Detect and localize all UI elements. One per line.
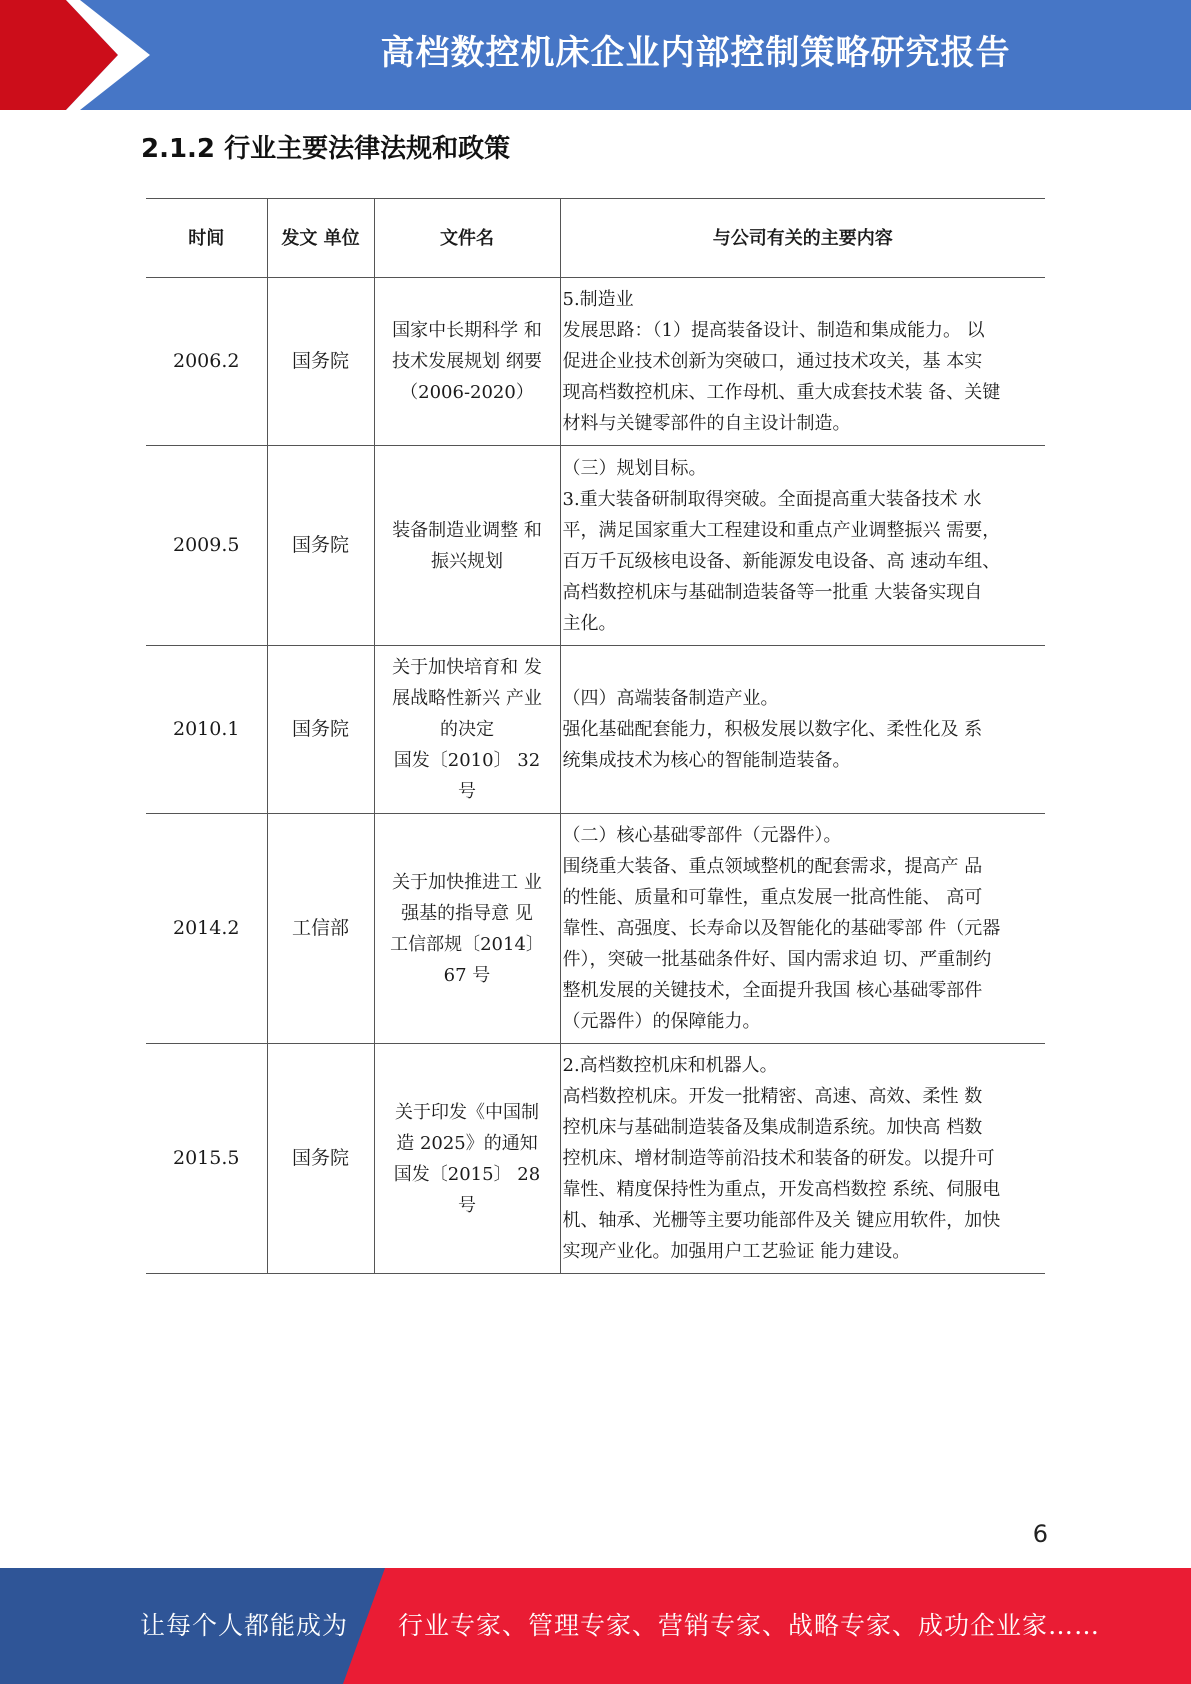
cell-document	[374, 1044, 560, 1274]
content-line: 强化基础配套能力，积极发展以数字化、柔性化及 系	[562, 719, 983, 740]
content-line: 控机床、增材制造等前沿技术和装备的研发。以提升可	[562, 1148, 995, 1169]
col-header-date: 时间	[146, 199, 267, 278]
content-line: 材料与关键零部件的自主设计制造。	[562, 413, 851, 434]
table-body	[146, 278, 1045, 1274]
page-number: 6	[1032, 1520, 1048, 1548]
document-line: 国发〔2010〕 32	[393, 750, 541, 771]
cell-content	[560, 814, 1045, 1044]
cell-issuer: 工信部	[267, 814, 374, 1044]
content-line: 高档数控机床与基础制造装备等一批重 大装备实现自	[562, 581, 983, 603]
document-line: 装备制造业调整 和	[392, 519, 542, 541]
arrow-logo-icon	[0, 0, 160, 110]
cell-issuer: 国务院	[267, 646, 374, 814]
cell-issuer: 国务院	[267, 1044, 374, 1274]
col-header-issuer: 发文 单位	[267, 199, 374, 278]
content-line: 机、轴承、光栅等主要功能部件及关 键应用软件，加快	[562, 1210, 1001, 1231]
content-line: 促进企业技术创新为突破口，通过技术攻关，基 本实	[562, 351, 983, 372]
table-row	[146, 814, 1045, 1044]
cell-date: 2006.2	[146, 278, 267, 446]
content-line: 靠性、精度保持性为重点，开发高档数控 系统、伺服电	[562, 1179, 1001, 1200]
content-line: 整机发展的关键技术，全面提升我国 核心基础零部件	[562, 980, 983, 1001]
content-line: 主化。	[562, 612, 617, 634]
document-line: 工信部规〔2014〕	[390, 933, 544, 955]
cell-content	[560, 446, 1045, 646]
content-line: 统集成技术为核心的智能制造装备。	[562, 750, 851, 771]
content-line: 高档数控机床。开发一批精密、高速、高效、柔性 数	[562, 1086, 983, 1107]
cell-content	[560, 1044, 1045, 1274]
document-line: 强基的指导意 见	[401, 902, 533, 924]
cell-date: 2014.2	[146, 814, 267, 1044]
content-line: 实现产业化。加强用户工艺验证 能力建设。	[562, 1241, 911, 1262]
footer-banner	[0, 1568, 1191, 1684]
cell-date: 2010.1	[146, 646, 267, 814]
document-line: 的决定	[440, 719, 494, 740]
content-line: 件），突破一批基础条件好、国内需求迫 切、严重制约	[562, 949, 992, 970]
content-line: 3.重大装备研制取得突破。全面提高重大装备技术 水	[562, 488, 982, 510]
content-line: 发展思路：（1）提高装备设计、制造和集成能力。 以	[562, 320, 985, 341]
content-line: 靠性、高强度、长寿命以及智能化的基础零部 件（元器	[562, 918, 1001, 939]
content-line: 5.制造业	[562, 289, 634, 310]
document-line: 号	[458, 781, 476, 802]
document-line: 关于加快培育和 发	[392, 657, 542, 678]
col-header-content: 与公司有关的主要内容	[560, 199, 1045, 278]
policy-table	[146, 198, 1045, 1274]
cell-content	[560, 278, 1045, 446]
table-row	[146, 278, 1045, 446]
document-line: 造 2025》的通知	[396, 1132, 538, 1154]
content-line: 百万千瓦级核电设备、新能源发电设备、高 速动车组、	[562, 550, 1001, 572]
document-line: （2006-2020）	[400, 382, 534, 403]
cell-issuer: 国务院	[267, 446, 374, 646]
cell-date: 2015.5	[146, 1044, 267, 1274]
cell-issuer: 国务院	[267, 278, 374, 446]
cell-document	[374, 446, 560, 646]
content-line: 平，满足国家重大工程建设和重点产业调整振兴 需要，	[562, 519, 1001, 541]
content-line: （元器件）的保障能力。	[562, 1011, 761, 1032]
header-banner	[0, 0, 1191, 110]
content-line: （三）规划目标。	[562, 457, 707, 479]
cell-document	[374, 646, 560, 814]
col-header-document: 文件名	[374, 199, 560, 278]
document-line: 技术发展规划 纲要	[392, 351, 542, 372]
document-line: 振兴规划	[431, 550, 503, 572]
table-row	[146, 646, 1045, 814]
document-line: 展战略性新兴 产业	[392, 688, 542, 709]
content-line: 的性能、质量和可靠性，重点发展一批高性能、 高可	[562, 887, 983, 908]
report-title: 高档数控机床企业内部控制策略研究报告	[380, 33, 1011, 73]
footer-slogan-left: 让每个人都能成为	[140, 1611, 349, 1640]
section-heading: 2.1.2 行业主要法律法规和政策	[141, 134, 511, 164]
content-line: 2.高档数控机床和机器人。	[562, 1055, 778, 1076]
document-line: 关于印发《中国制	[395, 1101, 539, 1123]
cell-document	[374, 814, 560, 1044]
document-line: 国发〔2015〕 28	[393, 1163, 541, 1185]
content-line: 控机床与基础制造装备及集成制造系统。加快高 档数	[562, 1117, 983, 1138]
footer-slogan-right: 行业专家、管理专家、营销专家、战略专家、成功企业家……	[398, 1611, 1101, 1640]
document-line: 67 号	[443, 964, 491, 986]
cell-document	[374, 278, 560, 446]
table-row	[146, 1044, 1045, 1274]
table-row	[146, 446, 1045, 646]
content-line: 围绕重大装备、重点领域整机的配套需求，提高产 品	[562, 856, 983, 877]
content-line: （四）高端装备制造产业。	[562, 688, 779, 709]
document-line: 号	[458, 1194, 476, 1216]
cell-content	[560, 646, 1045, 814]
document-line: 关于加快推进工 业	[392, 871, 542, 893]
content-line: （二）核心基础零部件（元器件）。	[562, 825, 842, 846]
document-line: 国家中长期科学 和	[392, 320, 542, 341]
cell-date: 2009.5	[146, 446, 267, 646]
content-line: 现高档数控机床、工作母机、重大成套技术装 备、关键	[562, 382, 1001, 403]
table-header-row	[146, 199, 1045, 278]
